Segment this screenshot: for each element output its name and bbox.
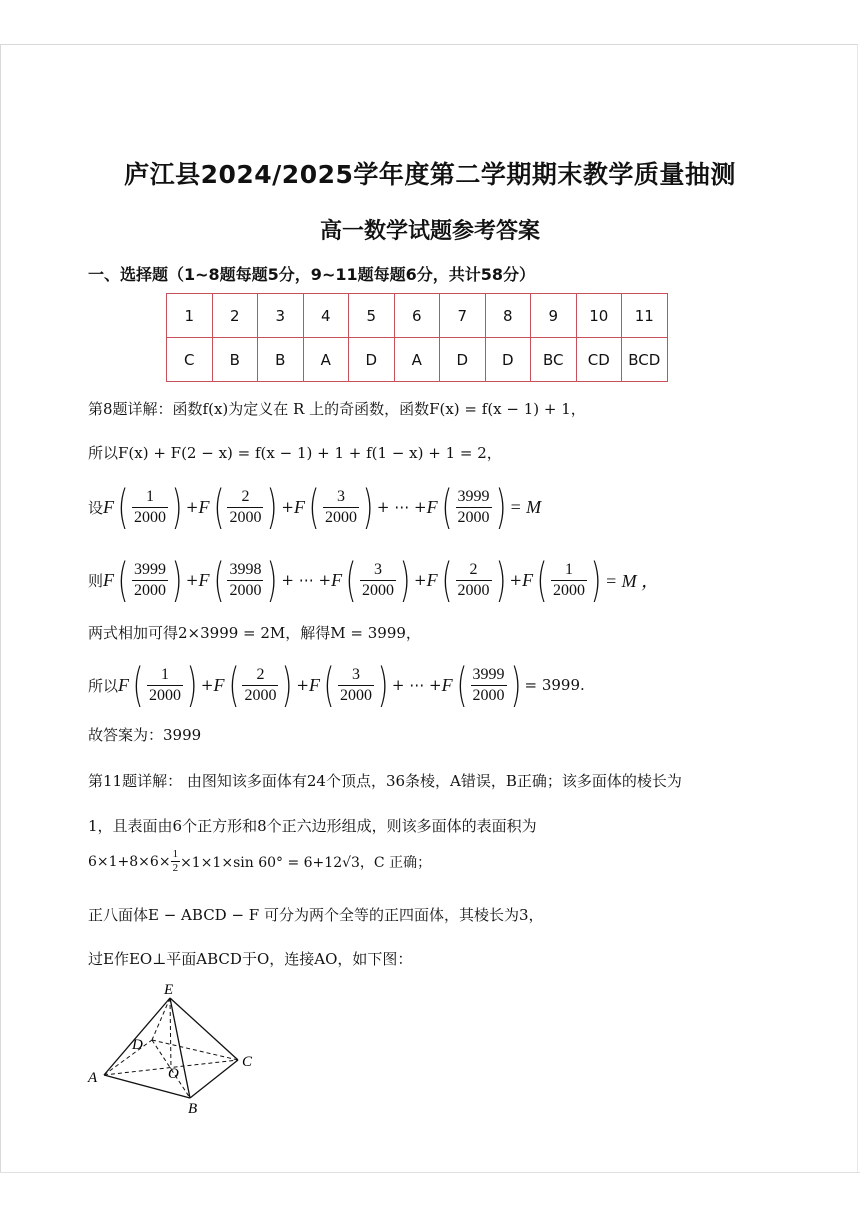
edge-dc-hidden — [152, 1040, 238, 1060]
numerator: 1 — [172, 848, 179, 860]
question-number-cell: 1 — [167, 294, 213, 338]
denominator: 2000 — [244, 686, 277, 704]
left-paren: ( — [213, 553, 224, 607]
numerator: 2 — [242, 665, 278, 686]
denominator: 2000 — [148, 686, 181, 704]
fraction — [147, 665, 183, 706]
left-paren: ( — [456, 658, 467, 712]
denominator: 2000 — [472, 686, 505, 704]
answer-cell: BC — [531, 338, 577, 382]
function-symbol: F — [118, 674, 130, 695]
function-symbol: F — [331, 569, 343, 590]
right-paren: ) — [282, 658, 293, 712]
denominator: 2000 — [229, 581, 262, 599]
denominator: 2 — [172, 862, 179, 874]
right-paren: ) — [362, 480, 374, 534]
answer-cell: CD — [576, 338, 622, 382]
label-a: A — [88, 1070, 98, 1086]
function-symbol: F — [198, 496, 210, 517]
answer-cell: D — [440, 338, 486, 382]
function-symbol: F — [308, 674, 320, 695]
answer-cell: B — [258, 338, 304, 382]
denominator: 2000 — [133, 581, 166, 599]
height-eo-hidden — [170, 998, 171, 1069]
equals-m: = M — [509, 496, 542, 517]
label-o: O — [168, 1066, 179, 1082]
numerator: 2 — [456, 560, 492, 581]
answer-table — [166, 293, 668, 382]
question-number-cell: 9 — [531, 294, 577, 338]
right-paren: ) — [495, 553, 506, 607]
q8-explanation-line-2: 所以F(x) + F(2 − x) = f(x − 1) + 1 + f(1 − x) + 1 = 2， — [88, 444, 502, 462]
question-number-cell: 8 — [485, 294, 531, 338]
formula-part: ×1×1×sin 60° = 6+12√3，C 正确； — [180, 854, 432, 871]
prefix-text: 所以 — [88, 676, 119, 695]
question-number-cell: 4 — [303, 294, 349, 338]
denominator: 2000 — [457, 508, 490, 526]
question-number-cell: 11 — [622, 294, 668, 338]
edge-bc — [190, 1060, 238, 1098]
right-paren: ) — [171, 553, 183, 607]
right-paren: ) — [377, 658, 389, 712]
numerator: 3999 — [132, 560, 168, 581]
plus-sign: + — [185, 571, 199, 589]
numerator: 1 — [147, 665, 183, 686]
fraction — [171, 848, 181, 875]
numerator: 2 — [227, 487, 263, 508]
plus-sign: + — [281, 498, 294, 516]
fraction — [360, 560, 396, 601]
edge-ed-hidden — [152, 998, 170, 1040]
question-number-cell: 7 — [440, 294, 486, 338]
section-heading-multiple-choice: 一、选择题（1~8题每题5分，9~11题每题6分，共计58分） — [88, 265, 536, 284]
question-number-cell: 2 — [212, 294, 258, 338]
denominator: 2000 — [553, 581, 586, 599]
right-paren: ) — [495, 480, 506, 534]
fraction — [242, 665, 278, 706]
prefix-text: 则 — [88, 571, 104, 590]
right-paren: ) — [186, 658, 198, 712]
denominator: 2000 — [339, 686, 372, 704]
question-number-cell: 5 — [349, 294, 395, 338]
label-e: E — [164, 982, 174, 998]
label-d: D — [132, 1037, 143, 1053]
q11-explanation-line-2: 1，且表面由6个正方形和8个正六边形组成，则该多面体的表面积为 — [88, 817, 537, 835]
plus-sign: + — [414, 571, 427, 589]
q8-explanation-line-1: 第8题详解：函数f(x)为定义在 R 上的奇函数，函数F(x) = f(x − 1) + 1， — [88, 400, 586, 418]
left-paren: ( — [323, 658, 335, 712]
page-bottom-rule — [0, 1172, 860, 1173]
answer-cell: D — [349, 338, 395, 382]
left-paren: ( — [117, 553, 129, 607]
left-paren: ( — [441, 480, 452, 534]
plus-sign: + — [185, 498, 199, 516]
q8-explanation-line-5: 两式相加可得2×3999 = 2M，解得M = 3999， — [88, 624, 421, 642]
plus-sign: + — [296, 676, 309, 694]
answer-cell: C — [167, 338, 213, 382]
left-paren: ( — [441, 553, 452, 607]
question-number-row — [167, 294, 668, 338]
answer-cell: B — [212, 338, 258, 382]
numerator: 1 — [551, 560, 587, 581]
fraction — [456, 560, 492, 601]
fraction — [132, 487, 168, 528]
answer-cell: D — [485, 338, 531, 382]
function-symbol: F — [103, 496, 115, 517]
numerator: 3 — [323, 487, 359, 508]
ellipsis: + ⋯ + — [391, 676, 442, 694]
left-paren: ( — [345, 553, 357, 607]
document-title: 庐江县2024/2025学年度第二学期期末教学质量抽测 — [124, 160, 736, 189]
prefix-text: 设 — [88, 498, 104, 517]
function-symbol: F — [103, 569, 115, 590]
fraction — [132, 560, 168, 601]
equals-m: = M ， — [604, 571, 660, 591]
numerator: 1 — [132, 487, 168, 508]
q8-reverse-sum — [88, 555, 659, 605]
left-paren: ( — [536, 553, 548, 607]
equals-result: = 3999. — [524, 676, 585, 694]
q11-explanation-line-5: 过E作EO⊥平面ABCD于O，连接AO，如下图： — [88, 950, 413, 968]
label-b: B — [188, 1101, 198, 1115]
right-paren: ) — [399, 553, 411, 607]
answer-row — [167, 338, 668, 382]
ellipsis: + ⋯ + — [376, 498, 427, 516]
left-paren: ( — [308, 480, 320, 534]
edge-ad-hidden — [104, 1040, 152, 1075]
function-symbol: F — [198, 569, 210, 590]
numerator: 3 — [338, 665, 374, 686]
function-symbol: F — [293, 496, 305, 517]
q11-explanation-line-4: 正八面体E − ABCD − F 可分为两个全等的正四面体，其棱长为3， — [88, 906, 544, 924]
plus-sign: + — [200, 676, 214, 694]
document-subtitle: 高一数学试题参考答案 — [319, 219, 540, 244]
fraction — [227, 560, 263, 601]
denominator: 2000 — [457, 581, 490, 599]
q8-final-sum — [88, 660, 585, 710]
left-paren: ( — [117, 480, 129, 534]
fraction — [227, 487, 263, 528]
right-paren: ) — [267, 553, 278, 607]
denominator: 2000 — [229, 508, 262, 526]
q11-surface-area-formula — [88, 848, 431, 875]
q8-answer: 故答案为：3999 — [88, 726, 202, 744]
left-paren: ( — [228, 658, 239, 712]
label-c: C — [242, 1054, 253, 1070]
denominator: 2000 — [133, 508, 166, 526]
fraction — [338, 665, 374, 706]
question-number-cell: 10 — [576, 294, 622, 338]
fraction — [551, 560, 587, 601]
fraction — [456, 487, 492, 528]
answer-cell: BCD — [622, 338, 668, 382]
function-symbol: F — [441, 674, 453, 695]
answer-cell: A — [303, 338, 349, 382]
right-paren: ) — [171, 480, 183, 534]
answer-cell: A — [394, 338, 440, 382]
numerator: 3999 — [471, 665, 507, 686]
question-number-cell: 6 — [394, 294, 440, 338]
numerator: 3998 — [227, 560, 263, 581]
q8-sum-definition — [88, 482, 541, 532]
formula-part: 6×1+8×6× — [88, 853, 171, 870]
fraction — [471, 665, 507, 706]
left-paren: ( — [132, 658, 144, 712]
function-symbol: F — [522, 569, 534, 590]
plus-sign: + — [509, 571, 523, 589]
ellipsis: + ⋯ + — [281, 571, 332, 589]
function-symbol: F — [213, 674, 225, 695]
fraction — [323, 487, 359, 528]
right-paren: ) — [590, 553, 602, 607]
left-paren: ( — [213, 480, 224, 534]
right-paren: ) — [267, 480, 278, 534]
numerator: 3999 — [456, 487, 492, 508]
question-number-cell: 3 — [258, 294, 304, 338]
denominator: 2000 — [324, 508, 357, 526]
q11-explanation-line-1: 第11题详解： 由图知该多面体有24个顶点，36条棱，A错误，B正确；该多面体的棱长为 — [88, 772, 682, 790]
numerator: 3 — [360, 560, 396, 581]
pyramid-figure — [82, 980, 282, 1115]
right-paren: ) — [510, 658, 521, 712]
function-symbol: F — [426, 569, 438, 590]
denominator: 2000 — [362, 581, 395, 599]
function-symbol: F — [426, 496, 438, 517]
